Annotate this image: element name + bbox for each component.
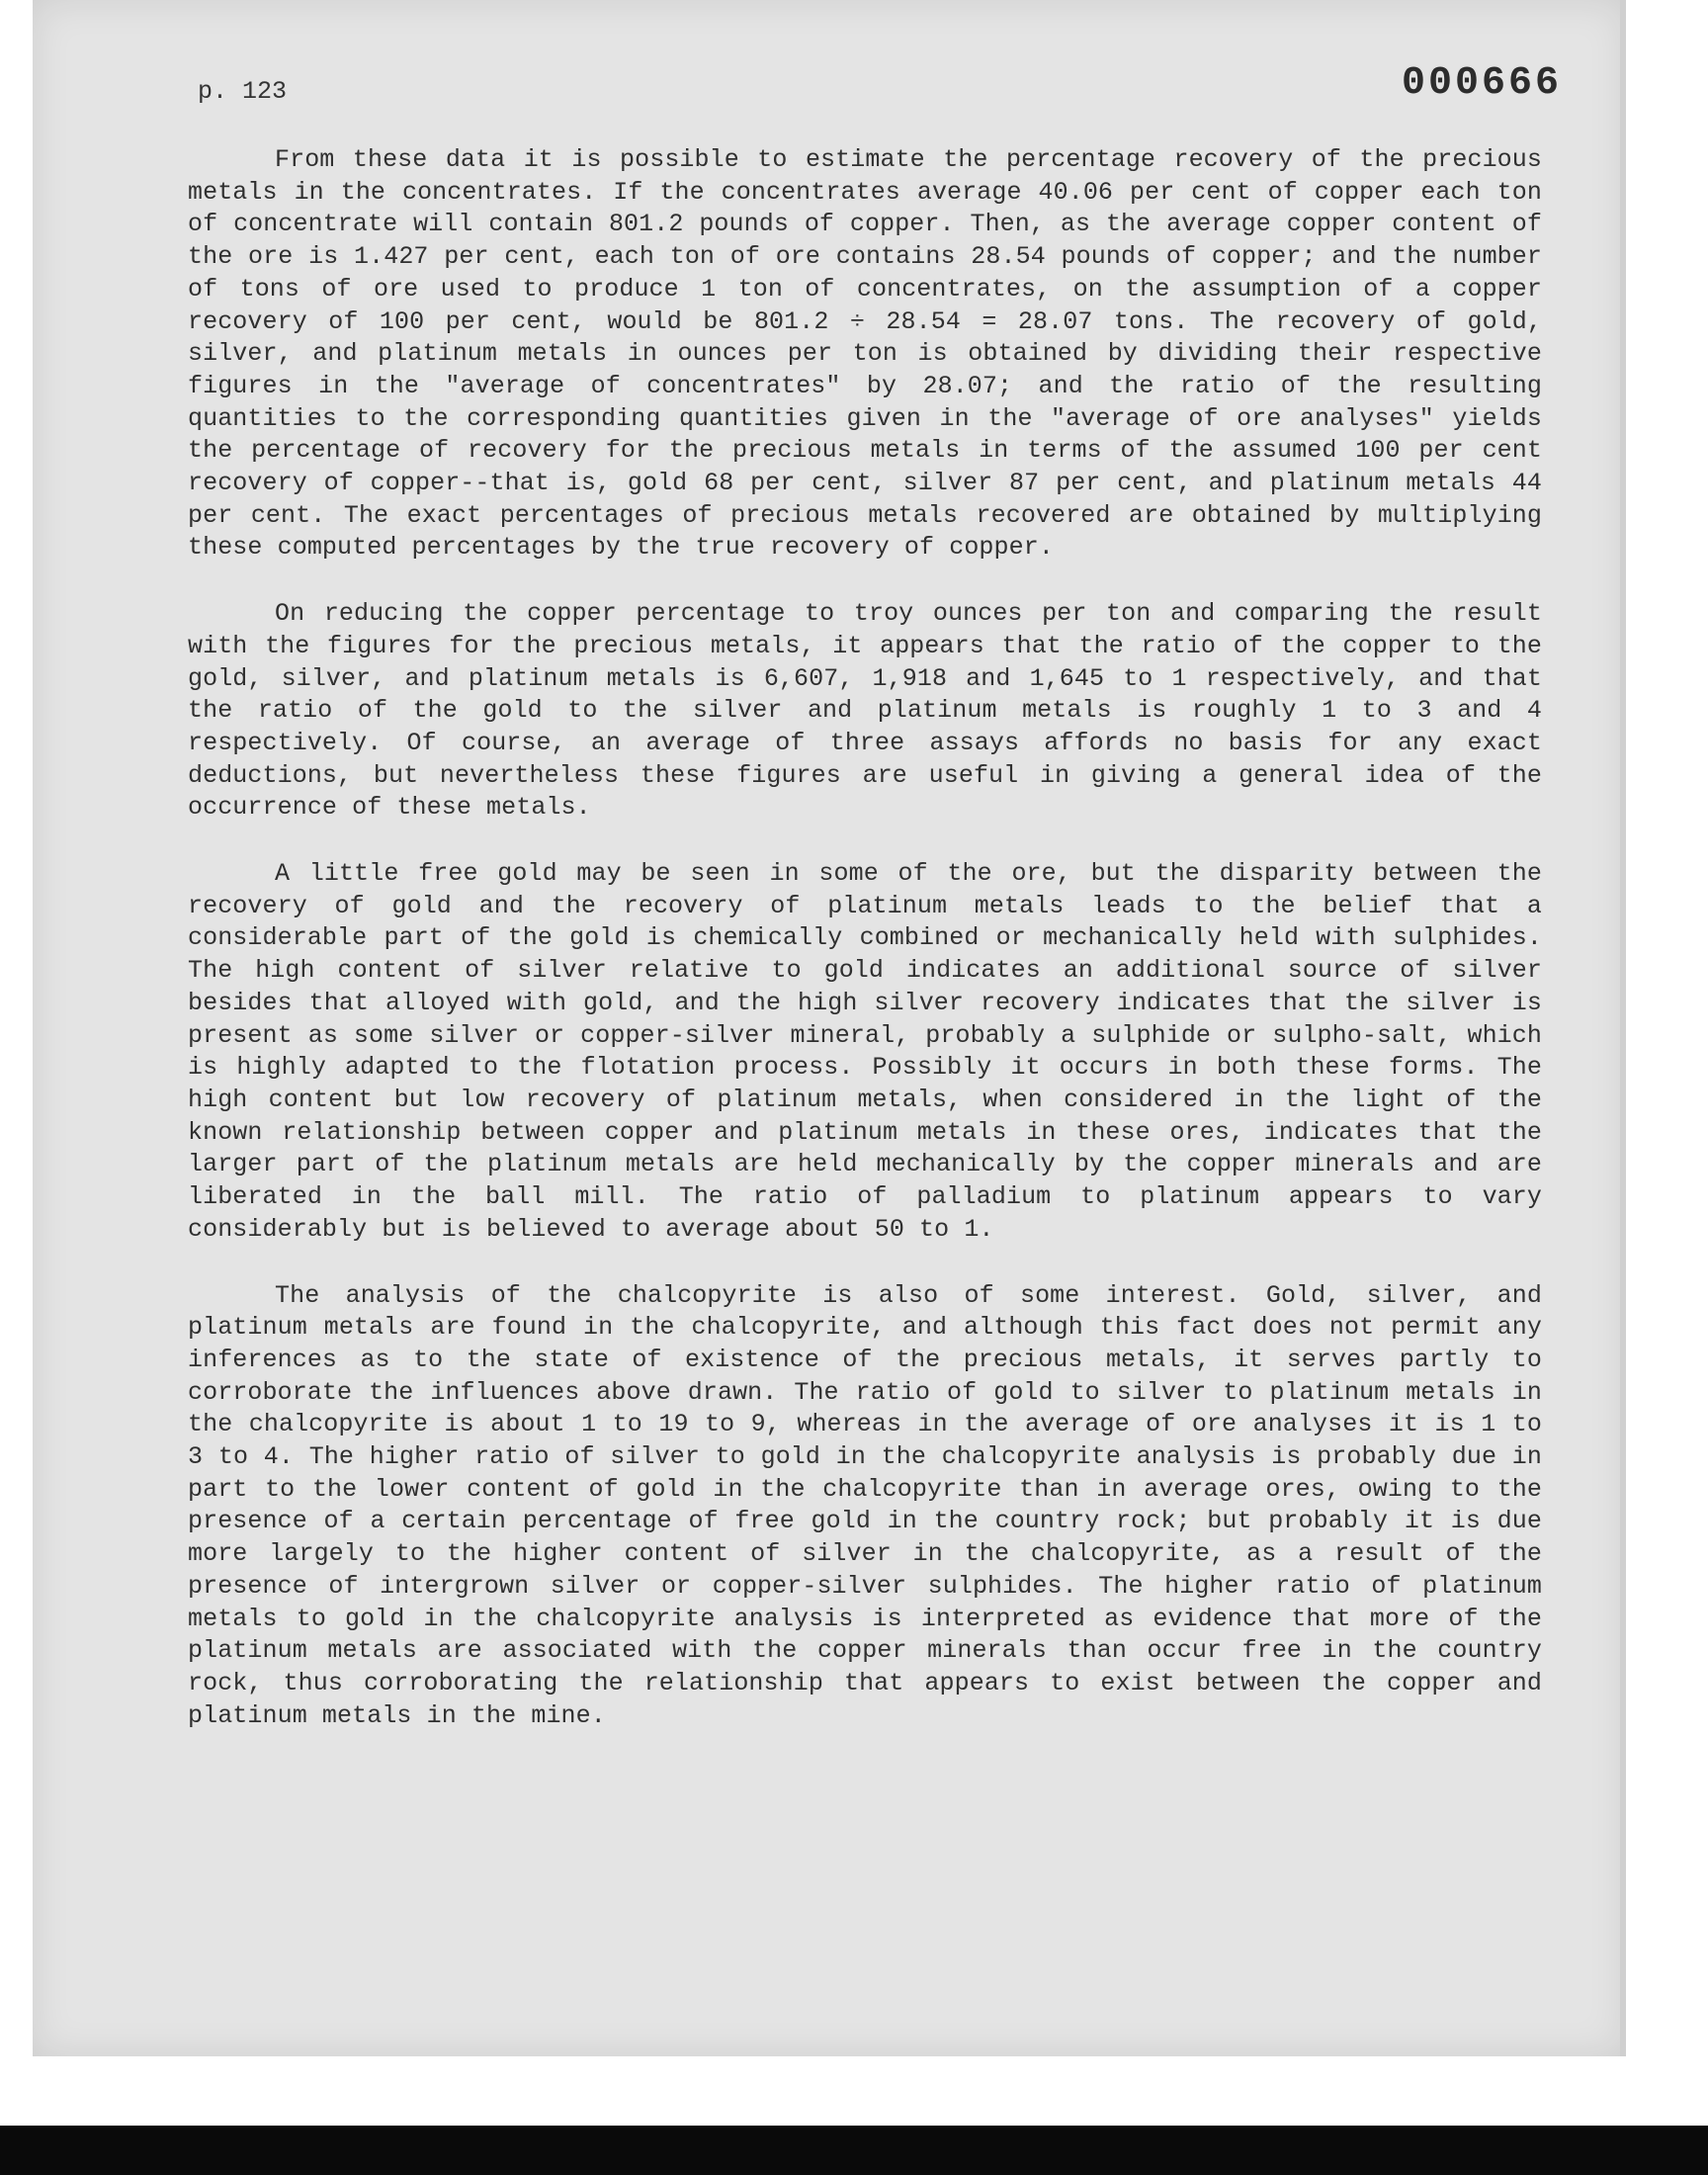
paragraph-copper-ratio: On reducing the copper percentage to troy ounces per ton and comparing the result with the figures for the precious metals, it appears that the ratio of the copper to the gold, silver, and platinum metals is 6,607, 1,918 and 1,645 to 1 respectively, and that the ratio of the gold to the silver and platinum metals is roughly 1 to 3 and 4 respectively. Of course, an average of three assays affords no basis for any exact deductions, but nevertheless these figures are useful in giving a general idea of the occurrence of these metals.	[188, 599, 1542, 823]
paragraph-chalcopyrite-analysis: The analysis of the chalcopyrite is also of some interest. Gold, silver, and platinum metals are found in the chalcopyrite, and although this fact does not permit any inferences as to the state of existence of the precious metals, it serves partly to corroborate the influences above drawn. The ratio of gold to silver to platinum metals in the chalcopyrite is about 1 to 19 to 9, whereas in the average of ore analyses it is 1 to 3 to 4. The higher ratio of silver to gold in the chalcopyrite analysis is probably due in part to the lower content of gold in the chalcopyrite than in average ores, owing to the presence of a certain percentage of free gold in the country rock; but probably it is due more largely to the higher content of silver in the chalcopyrite, as a result of the presence of intergrown silver or copper-silver sulphides. The higher ratio of platinum metals to gold in the chalcopyrite analysis is interpreted as evidence that more of the platinum metals are associated with the copper minerals than occur free in the country rock, thus corroborating the relationship that appears to exist between the copper and platinum metals in the mine.	[188, 1280, 1542, 1730]
page-number-label: p. 123	[198, 77, 288, 106]
paragraph-recovery-estimate: From these data it is possible to estimate the percentage recovery of the precious metals in the concentrates. If the concentrates average 40.06 per cent of copper each ton of concentrate will contain 801.2 pounds of copper. Then, as the average copper content of the ore is 1.427 per cent, each ton of ore contains 28.54 pounds of copper; and the number of tons of ore used to produce 1 ton of concentrates, on the assumption of a copper recovery of 100 per cent, would be 801.2 ÷ 28.54 = 28.07 tons. The recovery of gold, silver, and platinum metals in ounces per ton is obtained by dividing their respective figures in the "average of concentrates" by 28.07; and the ratio of the resulting quantities to the corresponding quantities given in the "average of ore analyses" yields the percentage of recovery for the precious metals in terms of the assumed 100 per cent recovery of copper--that is, gold 68 per cent, silver 87 per cent, and platinum metals 44 per cent. The exact percentages of precious metals recovered are obtained by multiplying these computed percentages by the true recovery of copper.	[188, 145, 1542, 563]
document-number-stamp: 000666	[1402, 61, 1563, 106]
paragraph-free-gold: A little free gold may be seen in some of the ore, but the disparity between the recovery of gold and the recovery of platinum metals leads to the belief that a considerable part of the gold is chemically combined or mechanically held with sulphides. The high content of silver relative to gold indicates an additional source of silver besides that alloyed with gold, and the high silver recovery indicates that the silver is present as some silver or copper-silver mineral, probably a sulphide or sulpho-salt, which is highly adapted to the flotation process. Possibly it occurs in both these forms. The high content but low recovery of platinum metals, when considered in the light of the known relationship between copper and platinum metals in these ores, indicates that the larger part of the platinum metals are held mechanically by the copper minerals and are liberated in the ball mill. The ratio of palladium to platinum appears to vary considerably but is believed to average about 50 to 1.	[188, 859, 1542, 1244]
scan-bottom-border	[0, 2126, 1708, 2175]
body-text	[188, 144, 1542, 1766]
page-edge-shadow	[1620, 0, 1626, 2056]
